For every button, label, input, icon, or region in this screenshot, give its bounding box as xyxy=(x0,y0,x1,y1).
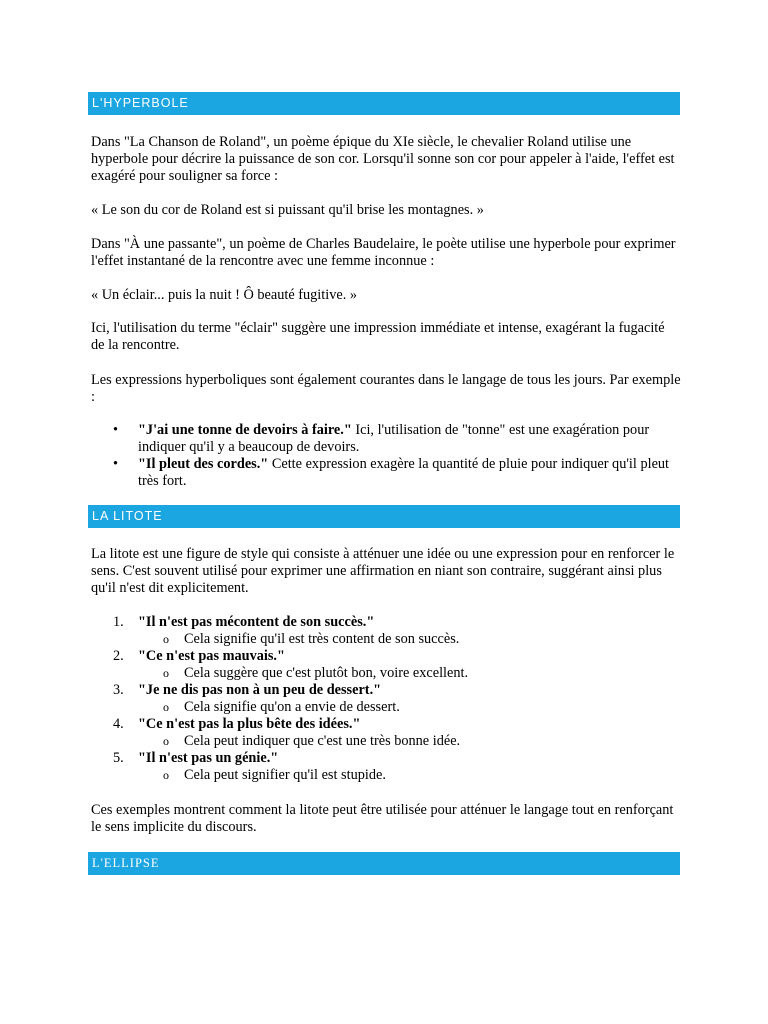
sub-list xyxy=(138,699,681,716)
example-phrase: "Il n'est pas un génie." xyxy=(138,750,279,766)
hyperbole-baudelaire-paragraph: Dans "À une passante", un poème de Charles Baudelaire, le poète utilise une hyperbole pour exprimer l'effet instantané de la rencontre avec une femme inconnue : xyxy=(91,236,676,269)
section-header-litote xyxy=(88,505,680,528)
hyperbole-examples-list xyxy=(91,422,681,490)
sub-list-item: o Cela signifie qu'on a envie de dessert. xyxy=(91,699,681,716)
list-item xyxy=(91,456,681,490)
section-title-hyperbole: L'HYPERBOLE xyxy=(92,96,189,110)
example-explanation: Cette expression exagère la quantité de pluie pour indiquer qu'il pleut très fort. xyxy=(138,456,670,489)
example-phrase: "Ce n'est pas mauvais." xyxy=(138,648,285,664)
sub-list-item: o Cela suggère que c'est plutôt bon, voire excellent. xyxy=(91,665,681,682)
list-number: 4. xyxy=(113,716,124,732)
section-title-litote: LA LITOTE xyxy=(92,509,163,523)
list-item xyxy=(91,682,681,716)
sub-list xyxy=(138,767,681,784)
hyperbole-quote-roland: « Le son du cor de Roland est si puissant qu'il brise les montagnes. » xyxy=(91,202,484,218)
list-item xyxy=(91,614,681,648)
hyperbole-quote-baudelaire: « Un éclair... puis la nuit ! Ô beauté fugitive. » xyxy=(91,287,358,303)
sub-list xyxy=(138,631,681,648)
example-explanation: Ici, l'utilisation de "tonne" est une exagération pour indiquer qu'il y a beaucoup de devoirs. xyxy=(138,422,650,455)
sub-list-item: o Cela peut indiquer que c'est une très bonne idée. xyxy=(91,733,681,750)
list-item xyxy=(91,716,681,750)
list-number: 1. xyxy=(113,614,124,630)
list-item xyxy=(91,648,681,682)
hyperbole-everyday-paragraph: Les expressions hyperboliques sont également courantes dans le langage de tous les jours. Par exemple : xyxy=(91,372,681,405)
list-number: 5. xyxy=(113,750,124,766)
sub-list-item: o Cela signifie qu'il est très content de son succès. xyxy=(91,631,681,648)
example-phrase: "Il pleut des cordes." xyxy=(138,456,269,472)
example-phrase: "J'ai une tonne de devoirs à faire." xyxy=(138,422,352,438)
hyperbole-explanation-paragraph: Ici, l'utilisation du terme "éclair" suggère une impression immédiate et intense, exagérant la fugacité de la rencontre. xyxy=(91,320,665,353)
section-header-ellipse xyxy=(88,852,680,875)
litote-examples-list xyxy=(91,614,681,784)
list-number: 2. xyxy=(113,648,124,664)
sub-list xyxy=(138,733,681,750)
litote-conclusion-paragraph: Ces exemples montrent comment la litote peut être utilisée pour atténuer le langage tout en renforçant le sens implicite du discours. xyxy=(91,802,674,835)
section-title-ellipse: L'ELLIPSE xyxy=(92,856,160,870)
section-header-hyperbole xyxy=(88,92,680,115)
example-phrase: "Il n'est pas mécontent de son succès." xyxy=(138,614,375,630)
litote-definition-paragraph: La litote est une figure de style qui consiste à atténuer une idée ou une expression pour en renforcer le sens. C'est souvent utilisé pour exprimer une affirmation en niant son contraire, suggérant ainsi plus qu'il n'est dit explicitement. xyxy=(91,546,675,596)
list-item xyxy=(91,750,681,784)
list-item xyxy=(91,422,681,456)
sub-list xyxy=(138,665,681,682)
example-phrase: "Ce n'est pas la plus bête des idées." xyxy=(138,716,361,732)
hyperbole-intro-paragraph: Dans "La Chanson de Roland", un poème épique du XIe siècle, le chevalier Roland utilise une hyperbole pour décrire la puissance de son cor. Lorsqu'il sonne son cor pour appeler à l'aide, l'effet est exagéré pour souligner sa force : xyxy=(91,134,675,184)
example-phrase: "Je ne dis pas non à un peu de dessert." xyxy=(138,682,382,698)
sub-list-item: o Cela peut signifier qu'il est stupide. xyxy=(91,767,681,784)
list-number: 3. xyxy=(113,682,124,698)
